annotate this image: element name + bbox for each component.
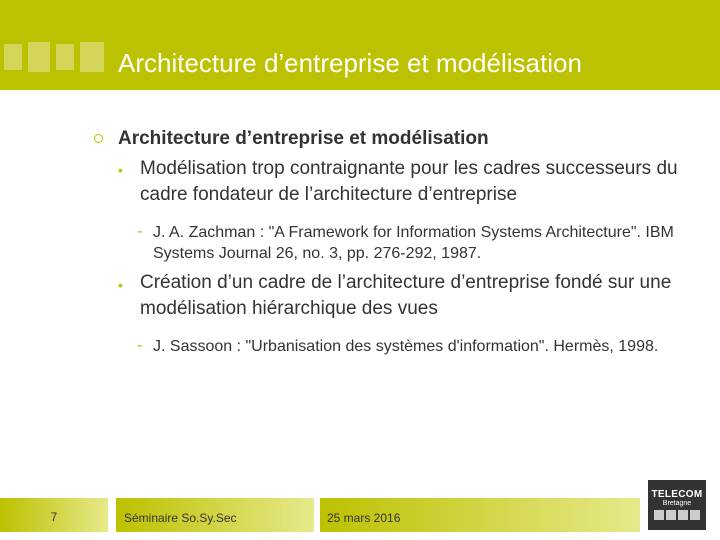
brand-seal-icon <box>653 509 701 521</box>
footer-date: 25 mars 2016 <box>327 511 401 525</box>
bullet-icon: • <box>118 277 123 293</box>
brand-subtitle: Bretagne <box>662 500 692 507</box>
reference-citation: J. A. Zachman : "A Framework for Information Systems Architecture". IBM Systems Journal 26, no. 3, pp. 276-292, 1987. <box>153 224 674 262</box>
dash-bullet-icon: - <box>137 223 143 240</box>
bullet-icon: • <box>118 162 123 178</box>
brand-name: TELECOM <box>651 489 703 500</box>
hollow-circle-bullet-icon <box>94 134 103 143</box>
dash-bullet-icon: - <box>137 337 143 354</box>
brand-logo <box>648 480 706 530</box>
reference-citation: J. Sassoon : "Urbanisation des systèmes d'information". Hermès, 1998. <box>153 338 659 355</box>
list-item: Modélisation trop contraignante pour les cadres successeurs du cadre fondateur de l’architecture d’entreprise <box>140 158 678 205</box>
list-item: Création d’un cadre de l’architecture d’entreprise fondé sur une modélisation hiérarchique des vues <box>140 272 672 319</box>
slide-title: Architecture d’entreprise et modélisation <box>118 48 582 78</box>
content-heading: Architecture d’entreprise et modélisation <box>118 128 489 149</box>
footer-event: Séminaire So.Sy.Sec <box>124 511 237 525</box>
page-number: 7 <box>50 510 58 524</box>
